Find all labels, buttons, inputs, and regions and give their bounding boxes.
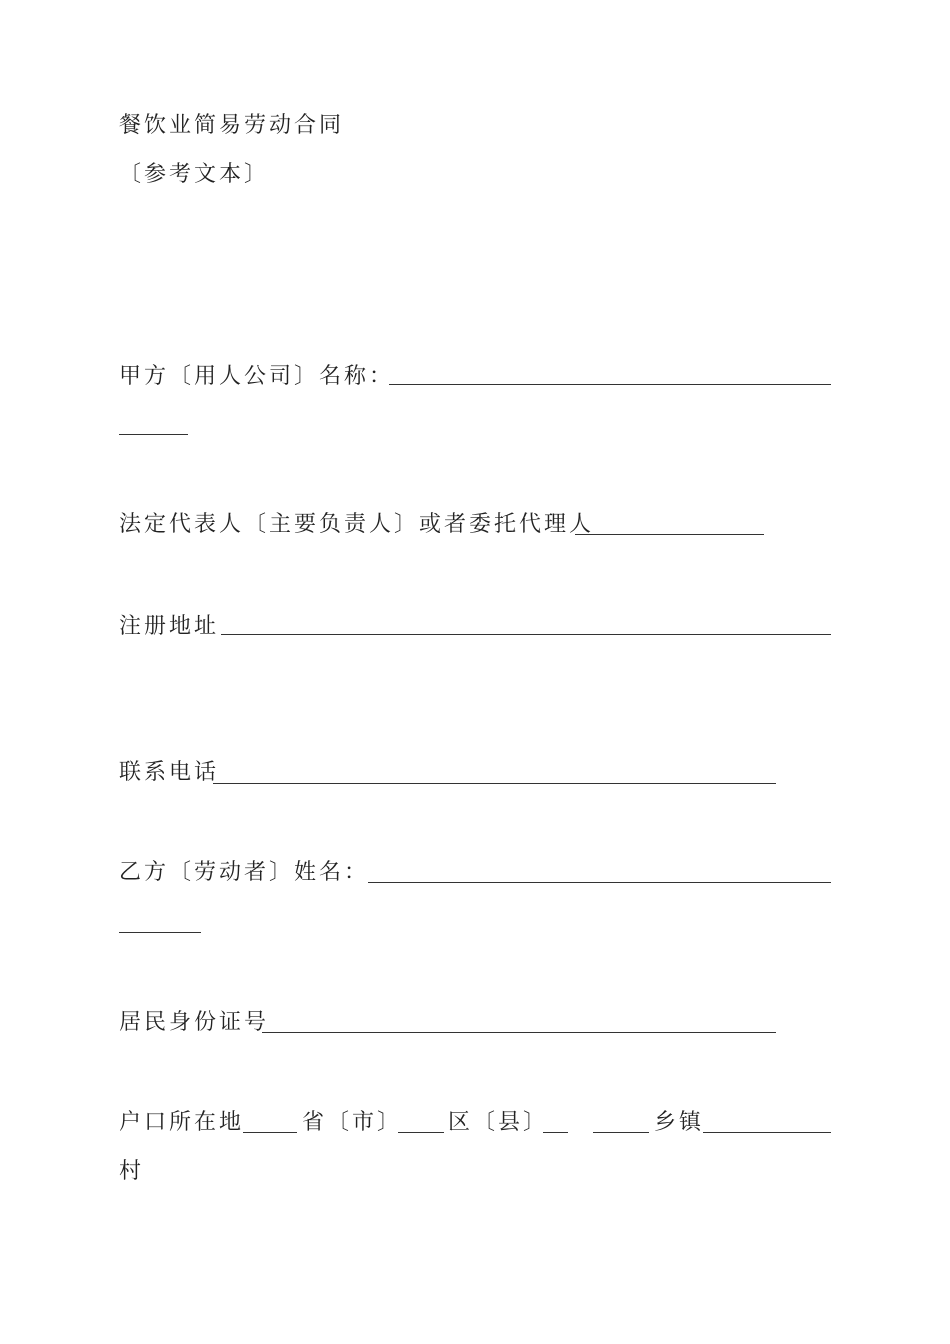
document-subtitle: 〔参考文本〕: [119, 162, 270, 187]
province-label: 省〔市〕: [302, 1110, 403, 1135]
employer-name-blank[interactable]: [389, 384, 831, 385]
district-label: 区〔县〕: [448, 1110, 549, 1135]
worker-name-blank[interactable]: [368, 882, 831, 883]
id-number-label: 居民身份证号: [119, 1010, 270, 1035]
employer-name-blank-cont[interactable]: [119, 434, 188, 435]
district-blank[interactable]: [398, 1132, 444, 1133]
worker-name-label: 乙方〔劳动者〕姓名：: [119, 860, 370, 885]
village-label: 村: [119, 1159, 145, 1184]
legal-rep-blank[interactable]: [575, 534, 764, 535]
township-blank-a[interactable]: [543, 1132, 568, 1133]
township-label: 乡镇: [654, 1110, 705, 1135]
employer-name-label: 甲方〔用人公司〕名称：: [119, 364, 395, 389]
province-blank[interactable]: [243, 1132, 297, 1133]
reg-address-blank[interactable]: [221, 634, 831, 635]
village-blank[interactable]: [703, 1132, 831, 1133]
phone-label: 联系电话: [119, 760, 220, 785]
hukou-label: 户口所在地: [119, 1110, 245, 1135]
reg-address-label: 注册地址: [119, 614, 220, 639]
township-blank-b[interactable]: [593, 1132, 649, 1133]
worker-name-blank-cont[interactable]: [119, 932, 201, 933]
legal-rep-label: 法定代表人〔主要负责人〕或者委托代理人: [119, 512, 595, 537]
document-title: 餐饮业简易劳动合同: [119, 113, 345, 138]
id-number-blank[interactable]: [262, 1032, 776, 1033]
phone-blank[interactable]: [213, 783, 776, 784]
